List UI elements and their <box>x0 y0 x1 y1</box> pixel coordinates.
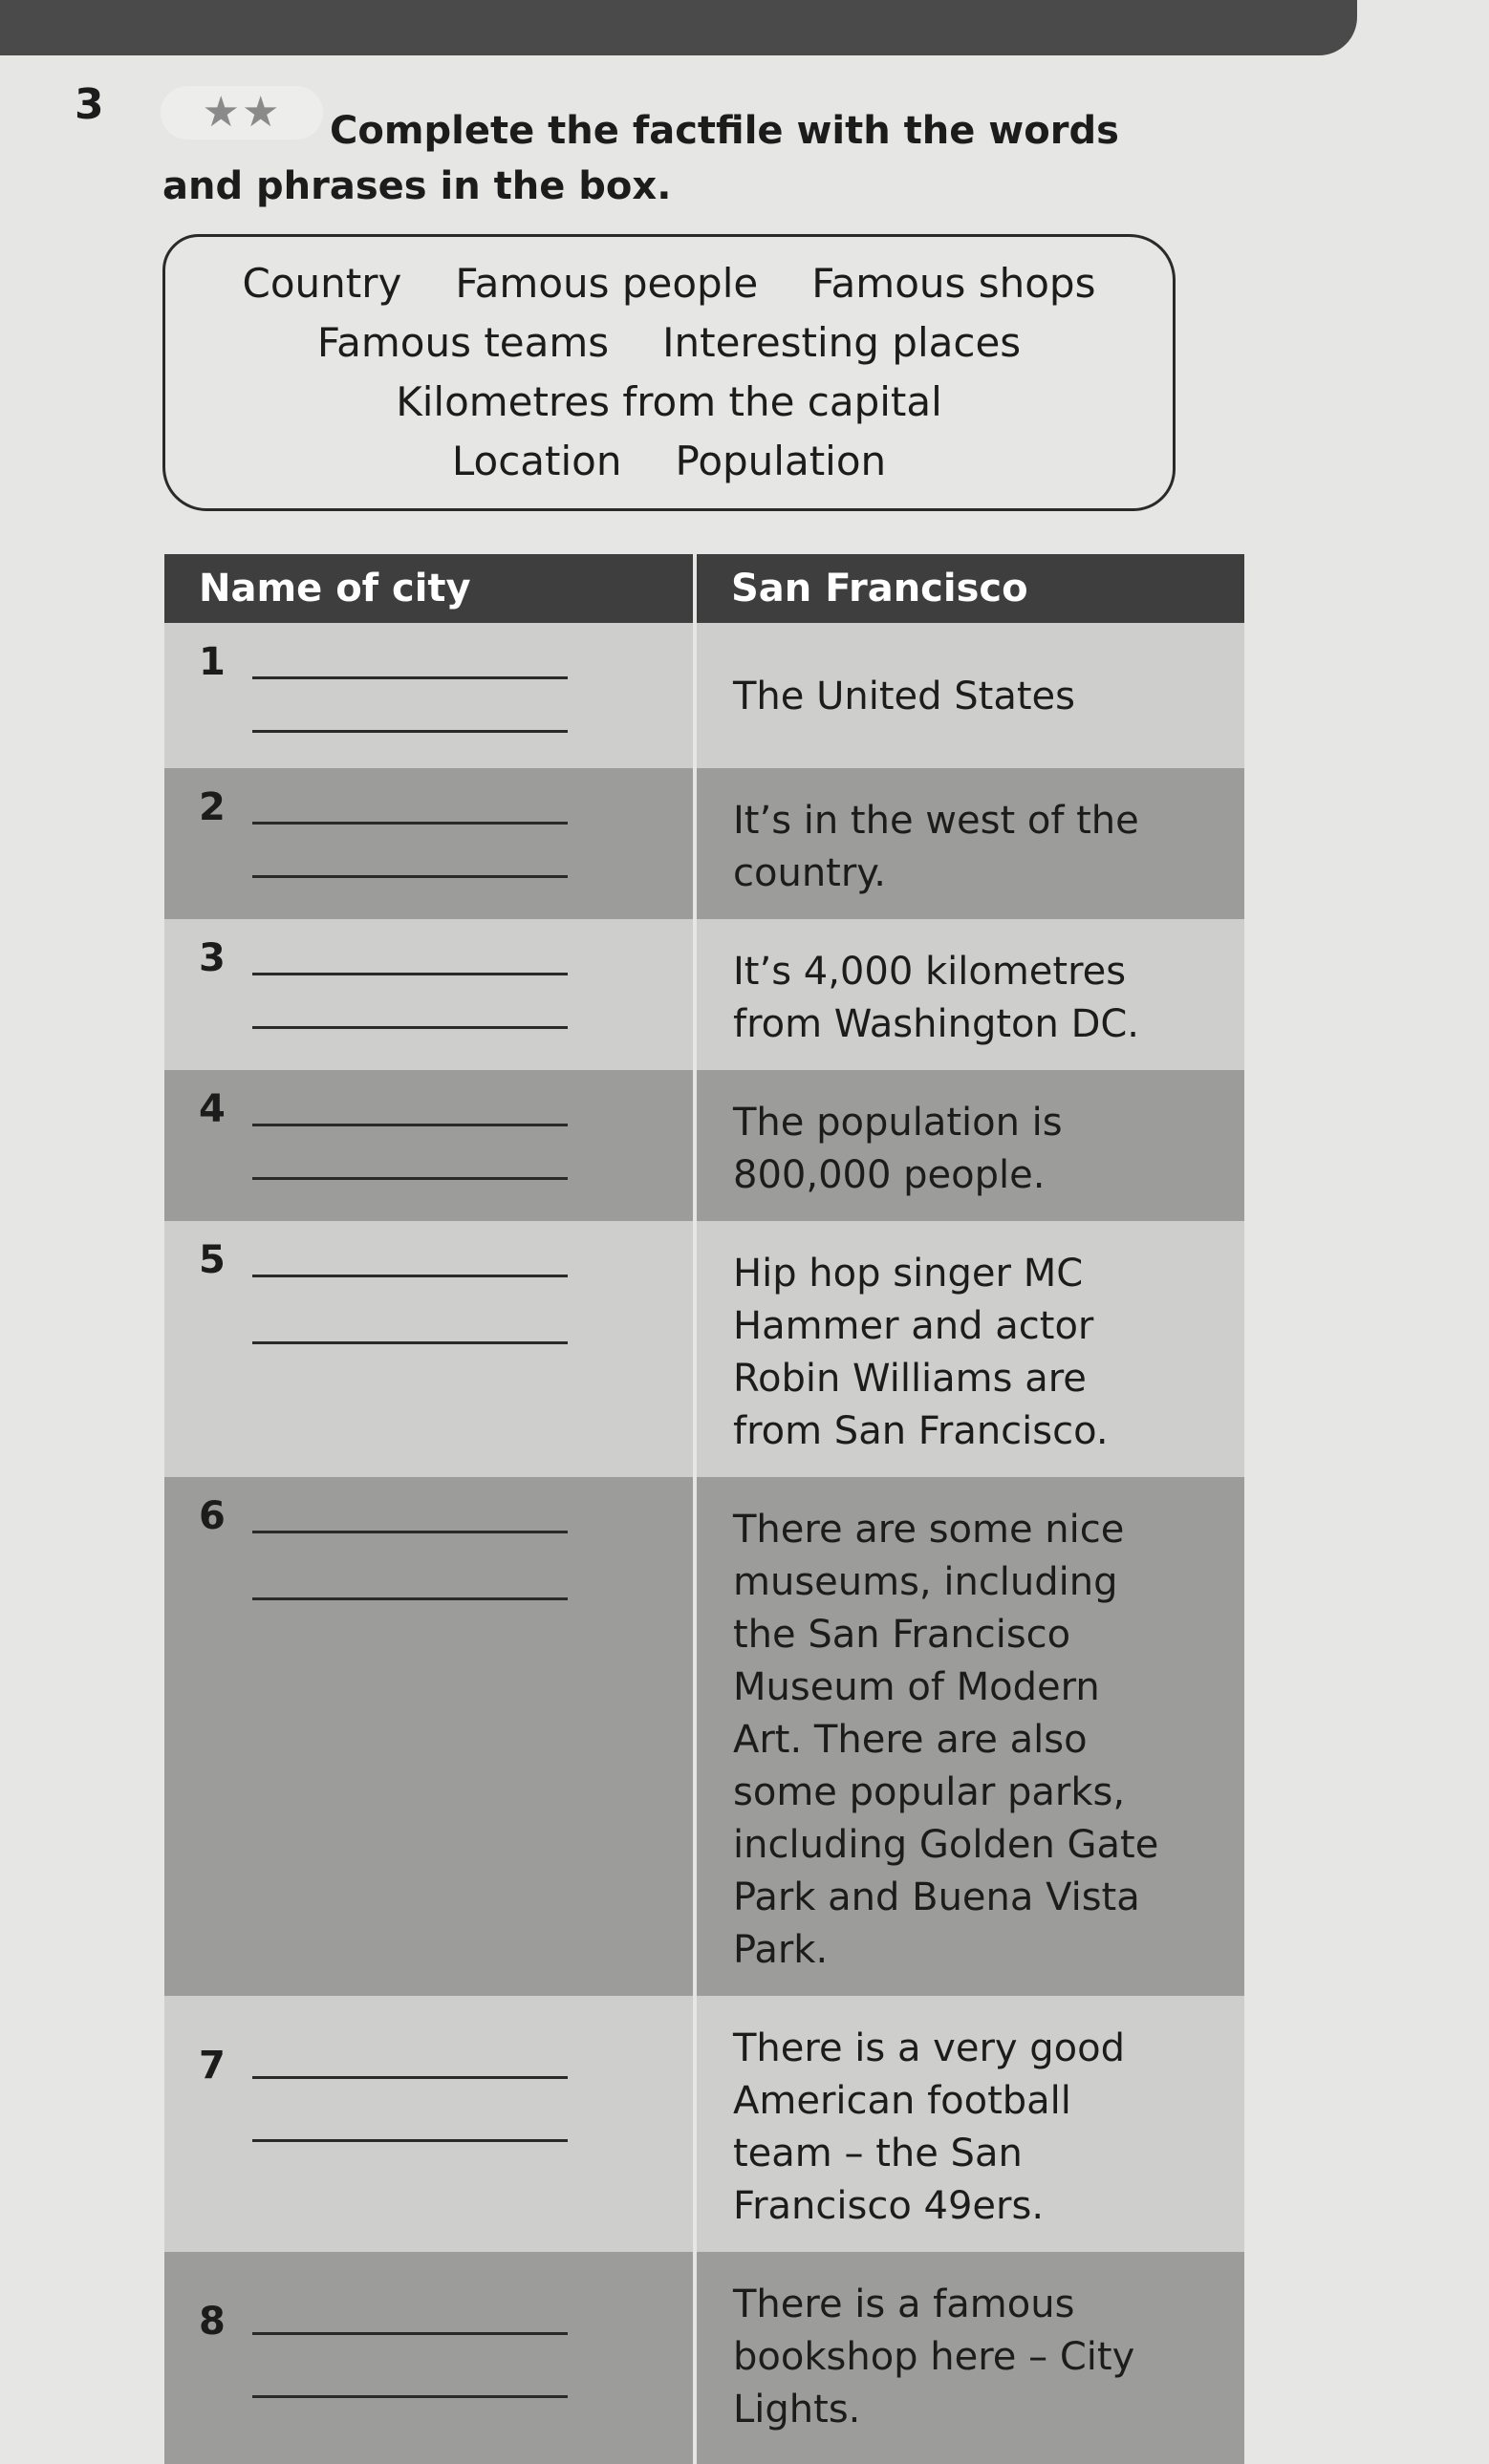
blank-line[interactable] <box>252 1124 568 1126</box>
word-box-row <box>452 432 886 491</box>
word-option: Famous teams <box>316 319 610 366</box>
blank-line[interactable] <box>252 2332 568 2335</box>
answer-cell <box>164 768 695 919</box>
answer-cell <box>164 2252 695 2464</box>
question-number: 7 <box>199 2044 226 2088</box>
factfile-row <box>164 1221 1244 1477</box>
factfile-table <box>164 554 1244 2464</box>
header-label: Name of city <box>164 554 695 623</box>
answer-cell <box>164 919 695 1070</box>
word-option: Interesting places <box>662 319 1022 366</box>
fact-cell <box>695 2252 1244 2464</box>
factfile-row <box>164 1477 1244 1996</box>
fact-cell <box>695 1221 1244 1477</box>
fact-text: It’s 4,000 kilometres from Washington DC. <box>733 950 1140 1046</box>
blank-line[interactable] <box>252 2139 568 2142</box>
factfile-row <box>164 1996 1244 2252</box>
factfile-header-row <box>164 554 1244 623</box>
word-option: Location <box>451 438 622 484</box>
fact-cell <box>695 1070 1244 1221</box>
blank-line[interactable] <box>252 1177 568 1180</box>
fact-text: It’s in the west of the country. <box>733 799 1139 895</box>
question-number: 5 <box>199 1238 226 1282</box>
fact-cell <box>695 919 1244 1070</box>
blank-line[interactable] <box>252 676 568 679</box>
fact-cell <box>695 1477 1244 1996</box>
difficulty-stars-icon: ★★ <box>161 86 323 139</box>
blank-line[interactable] <box>252 973 568 975</box>
question-number: 3 <box>199 936 226 980</box>
word-box-row <box>317 313 1021 373</box>
header-city: San Francisco <box>695 554 1244 623</box>
fact-cell <box>695 1996 1244 2252</box>
word-box-row <box>396 373 942 432</box>
blank-line[interactable] <box>252 730 568 733</box>
exercise-number: 3 <box>75 80 104 129</box>
fact-cell <box>695 623 1244 768</box>
word-option: Population <box>675 438 887 484</box>
factfile-row <box>164 1070 1244 1221</box>
question-number: 8 <box>199 2300 226 2344</box>
page-top-band <box>0 0 1357 55</box>
blank-line[interactable] <box>252 1026 568 1029</box>
answer-cell <box>164 1477 695 1996</box>
answer-cell <box>164 1996 695 2252</box>
question-number: 2 <box>199 785 226 829</box>
question-number: 4 <box>199 1087 226 1131</box>
word-box <box>162 234 1176 511</box>
blank-line[interactable] <box>252 822 568 825</box>
fact-text: There are some nice museums, including the San Francisco Museum of Modern Art. There are also some popular parks, including Golden Gate Park and Buena Vista Park. <box>733 1508 1159 1972</box>
word-box-row <box>243 254 1096 313</box>
blank-line[interactable] <box>252 1531 568 1533</box>
factfile-row <box>164 768 1244 919</box>
answer-cell <box>164 1070 695 1221</box>
blank-line[interactable] <box>252 2076 568 2079</box>
exercise-instruction: Complete the factfile with the words and phrases in the box. <box>162 109 1119 208</box>
word-option: Kilometres from the capital <box>396 378 942 425</box>
fact-text: The population is 800,000 people. <box>733 1101 1063 1197</box>
answer-cell <box>164 1221 695 1477</box>
factfile-row <box>164 2252 1244 2464</box>
factfile-row <box>164 919 1244 1070</box>
word-option: Famous shops <box>811 260 1096 307</box>
blank-line[interactable] <box>252 1341 568 1344</box>
question-number: 6 <box>199 1494 226 1538</box>
factfile-row <box>164 623 1244 768</box>
fact-text: There is a very good American football team – the San Francisco 49ers. <box>733 2026 1126 2228</box>
blank-line[interactable] <box>252 1275 568 1277</box>
blank-line[interactable] <box>252 2395 568 2398</box>
fact-text: There is a famous bookshop here – City Lights. <box>733 2282 1135 2432</box>
word-option: Famous people <box>455 260 759 307</box>
question-number: 1 <box>199 640 226 684</box>
answer-cell <box>164 623 695 768</box>
blank-line[interactable] <box>252 875 568 878</box>
fact-cell <box>695 768 1244 919</box>
fact-text: Hip hop singer MC Hammer and actor Robin Williams are from San Francisco. <box>733 1252 1109 1453</box>
fact-text: The United States <box>733 675 1075 718</box>
blank-line[interactable] <box>252 1597 568 1600</box>
word-option: Country <box>242 260 402 307</box>
